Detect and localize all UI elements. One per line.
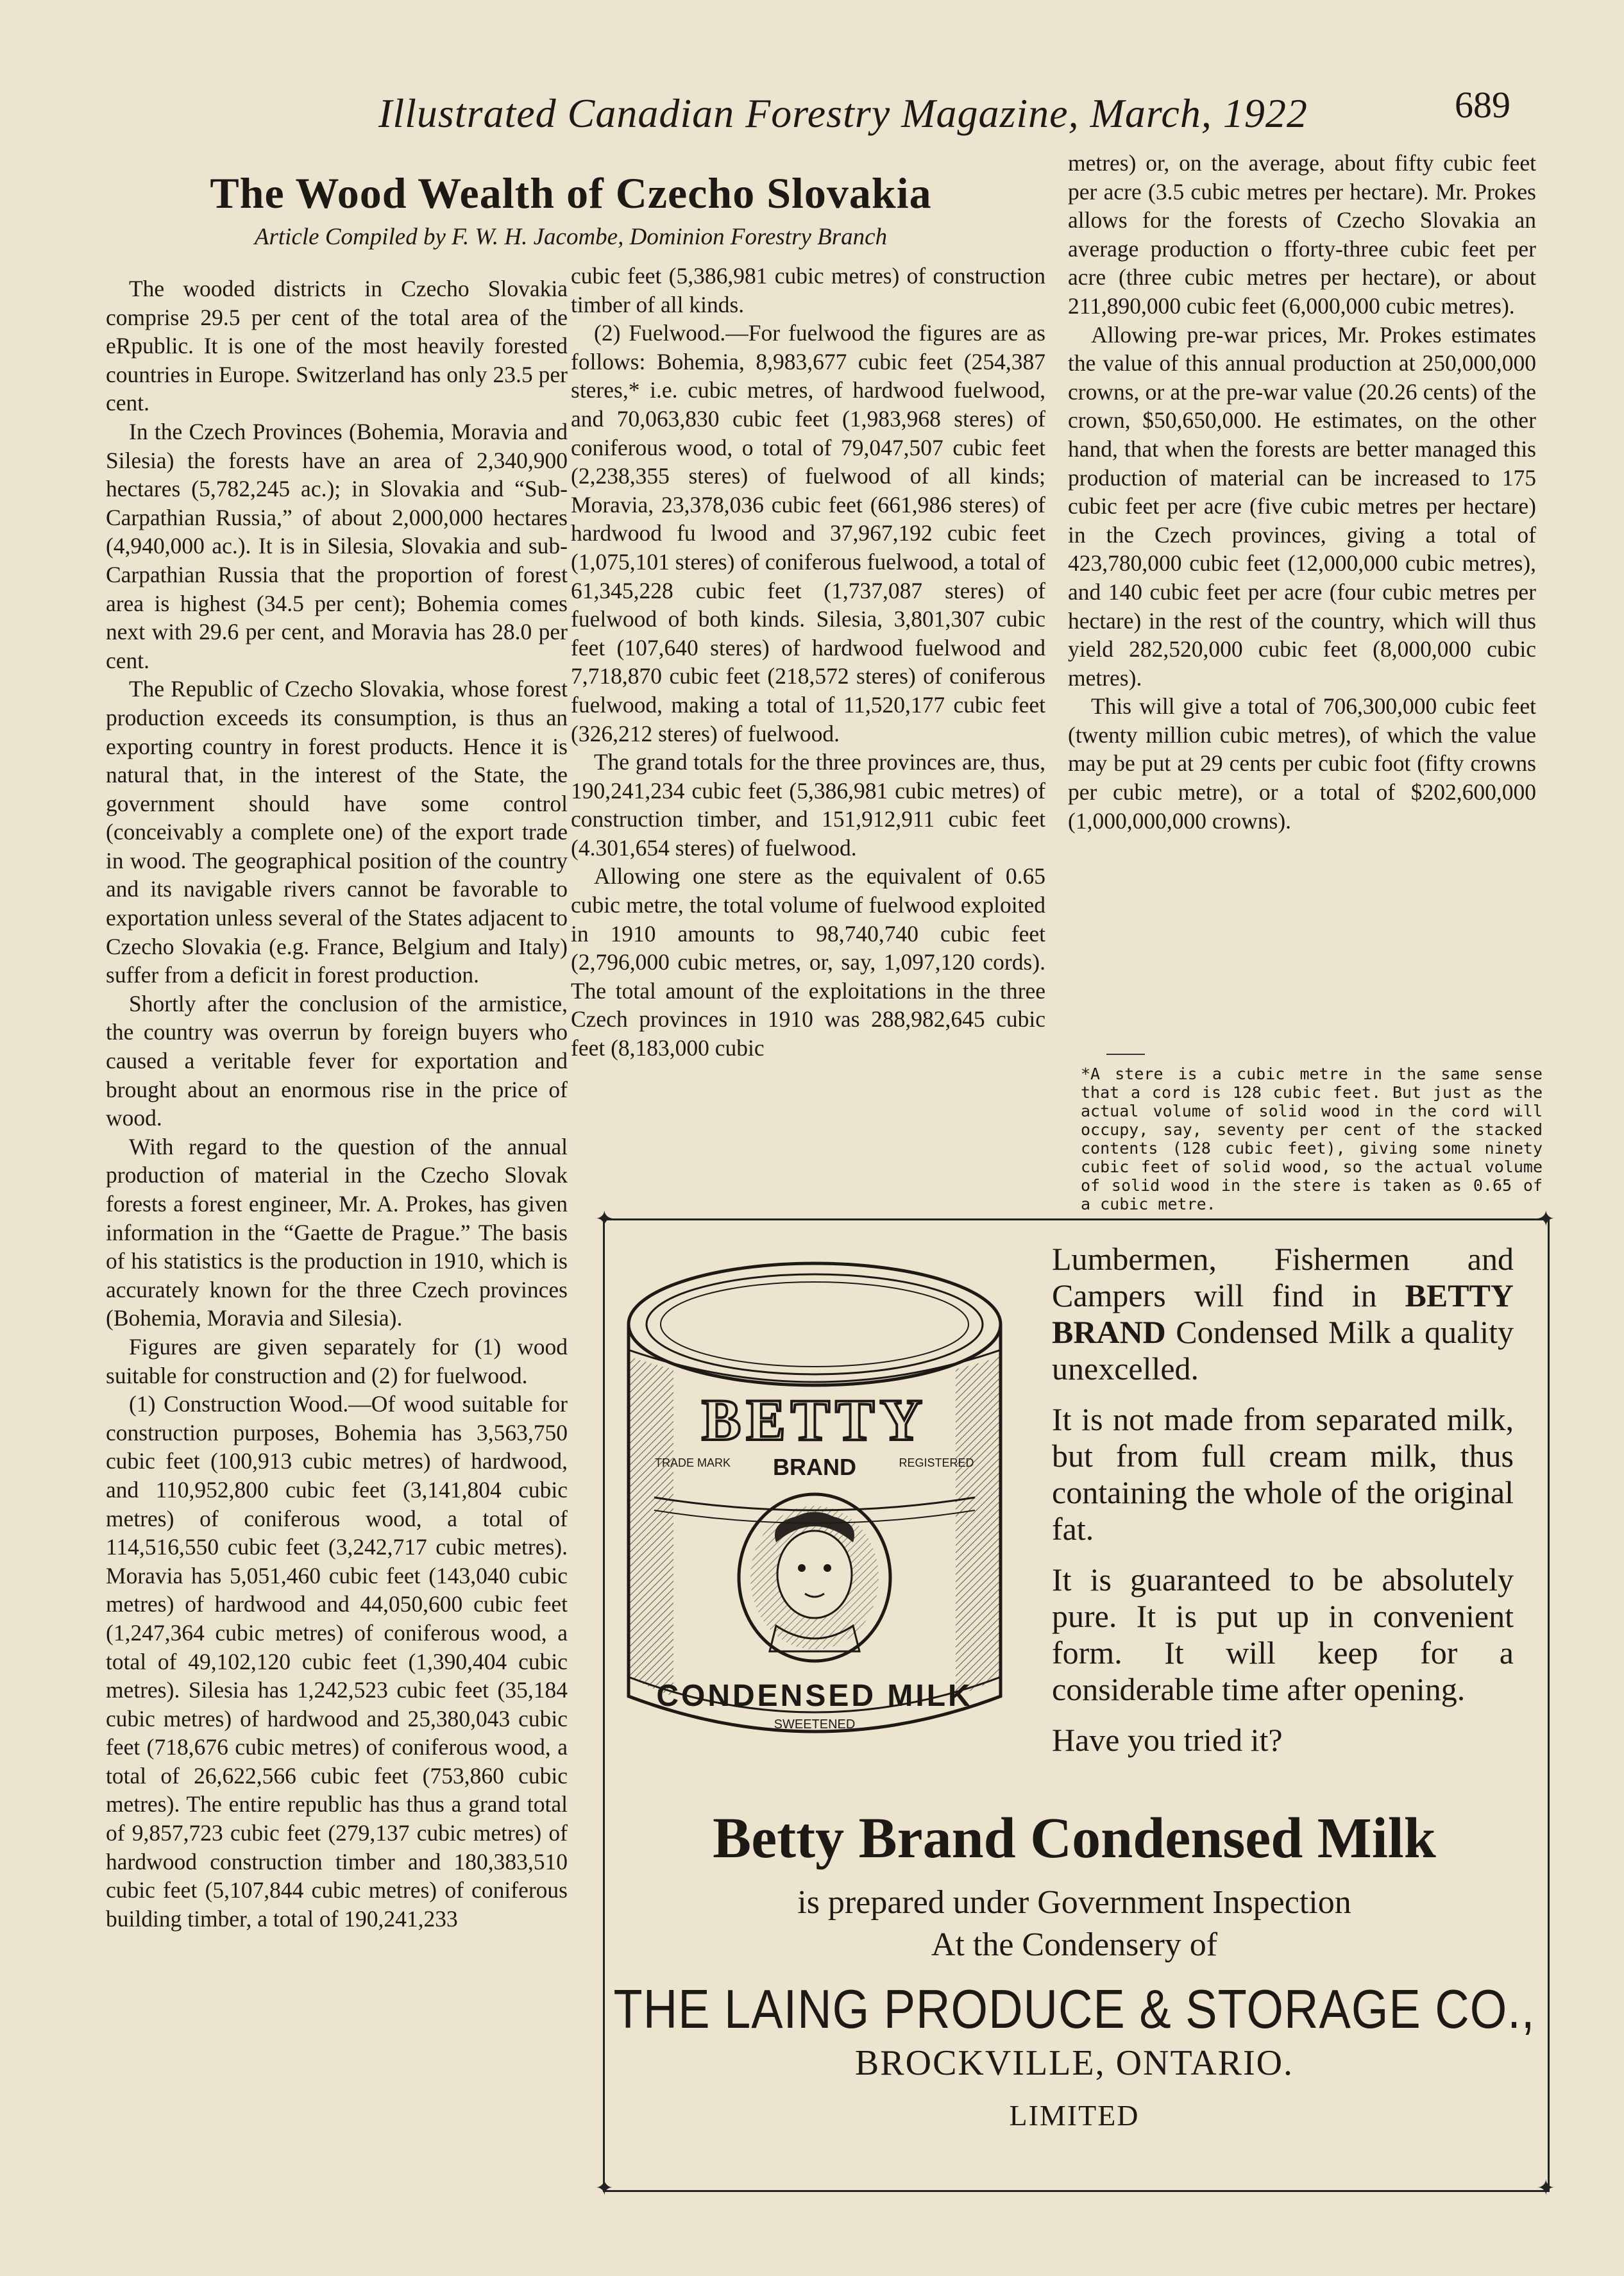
paragraph: Figures are given separately for (1) wood suitable for construction and (2) for fuelwood.	[106, 1333, 568, 1388]
paragraph: Allowing pre-war prices, Mr. Prokes estimates the value of this annual production at 250,000,000 crowns, or at the pre-war value (20.26 cents) of the crown, $50,650,000. He estimates, on the other hand, that when the forests are better managed this production of material can be increased to 175 cubic feet per acre (five cubic metres per hectare) in the Czech provinces, giving a total of 423,780,000 cubic feet (12,000,000 cubic metres), and 140 cubic feet per acre (four cubic metres per hectare) in the rest of the country, which will thus yield 282,520,000 cubic feet (8,000,000 cubic metres).	[1068, 321, 1536, 691]
can-registered-text: REGISTERED	[899, 1456, 974, 1469]
ad-company-limited: LIMITED	[1009, 2099, 1140, 2132]
corner-star-icon: ✦	[595, 1208, 614, 1231]
ad-headline: Betty Brand Condensed Milk	[713, 1807, 1436, 1870]
paragraph: In the Czech Provinces (Bohemia, Moravia and Silesia) the forests have an area of 2,340,900 hectares (5,782,245 ac.); in Slovakia and “Sub-Carpathian Russia,” of about 2,000,000 hectares (4,940,000 ac.). It is in Silesia, Slovakia and sub-Carpathian Russia that the proportion of forest area is highest (34.5 per cent); Bohemia comes next with 29.6 per cent, and Moravia has 28.0 per cent.	[106, 418, 568, 673]
footnote: *A stere is a cubic metre in the same sense that a cord is 128 cubic feet. But just as the actual volume of solid wood in the cord will occupy, say, seventy per cent of the stacked contents (128 cubic feet), giving some ninety cubic feet of solid wood, so the actual volume of solid wood in the stere is taken as 0.65 of a cubic metre.	[1081, 1065, 1543, 1213]
corner-star-icon: ✦	[1537, 2177, 1555, 2200]
ad-paragraph: It is not made from separated milk, but from full cream milk, thus containing the whole of the original fat.	[1052, 1401, 1514, 1547]
can-product-text: CONDENSED MILK	[656, 1679, 973, 1713]
can-sweetened-text: SWEETENED	[774, 1717, 856, 1732]
article-column-1	[106, 274, 568, 1933]
ad-paragraph: Have you tried it?	[1052, 1722, 1283, 1758]
can-brand-text: BETTY	[702, 1387, 927, 1453]
paragraph: Shortly after the conclusion of the armistice, the country was overrun by foreign buyers who caused a veritable fever for exportation and brought about an enormous rise in the price of wood.	[106, 990, 568, 1131]
can-brand-word-text: BRAND	[773, 1454, 856, 1480]
ad-text-fragment: Lumbermen, Fishermen and Campers will find in	[1052, 1241, 1514, 1313]
ad-company-city: BROCKVILLE, ONTARIO.	[854, 2043, 1294, 2083]
advertisement-copy	[1052, 1241, 1514, 1773]
paragraph: metres) or, on the average, about fifty cubic feet per acre (3.5 cubic metres per hectare). Mr. Prokes allows for the forests of Czecho Slovakia an average production o fforty-three cubic feet per acre (three cubic metres per hectare), or about 211,890,000 cubic feet (6,000,000 cubic metres).	[1068, 150, 1536, 319]
paragraph: The grand totals for the three provinces are, thus, 190,241,234 cubic feet (5,386,981 cubic metres) of construction timber, and 151,912,911 cubic feet (4.301,654 steres) of fuelwood.	[571, 749, 1045, 861]
ad-subline: At the Condensery of	[931, 1926, 1218, 1963]
paragraph: (1) Construction Wood.—Of wood suitable for construction purposes, Bohemia has 3,563,750 cubic feet (100,913 cubic metres) of hardwood, and 110,952,800 cubic feet (3,141,804 cubic metres) of coniferous wood, a total of 114,516,550 cubic feet (3,242,717 cubic metres). Moravia has 5,051,460 cubic feet (143,040 cubic metres) of hardwood and 44,050,600 cubic feet (1,247,364 cubic metres) of coniferous wood, a total of 49,102,120 cubic feet (1,390,404 cubic metres). Silesia has 1,242,523 cubic feet (35,184 cubic metres) of hardwood and 25,380,043 cubic feet (718,676 cubic metres) of coniferous wood, a total of 26,622,566 cubic feet (753,860 cubic metres). The entire republic has thus a grand total of 9,857,723 cubic feet (279,137 cubic metres) of hardwood construction timber and 180,383,510 cubic feet (5,107,844 cubic metres) of coniferous building timber, a total of 190,241,233	[106, 1391, 568, 1932]
article-byline: Article Compiled by F. W. H. Jacombe, Dominion Forestry Branch	[254, 224, 888, 250]
article-title: The Wood Wealth of Czecho Slovakia	[210, 169, 932, 217]
ad-company-name: THE LAING PRODUCE & STORAGE CO.,	[613, 1978, 1535, 2040]
paragraph: (2) Fuelwood.—For fuelwood the figures are as follows: Bohemia, 8,983,677 cubic feet (254,387 steres,* i.e. cubic metres, of hardwood fuelwood, and 70,063,830 cubic feet (1,983,968 steres) of coniferous wood, o total of 79,047,507 cubic feet (2,238,355 steres) of fuelwood of all kinds; Moravia, 23,378,036 cubic feet (661,986 steres) of hardwood fu lwood and 37,967,192 cubic feet (1,075,101 steres) of coniferous fuelwood, a total of 61,345,228 cubic feet (1,737,087 steres) of fuelwood of both kinds. Silesia, 3,801,307 cubic feet (107,640 steres) of hardwood fuelwood and 7,718,870 cubic feet (218,572 steres) of coniferous fuelwood, making a total of 11,520,177 cubic feet (326,212 steres) of fuelwood.	[571, 320, 1045, 746]
corner-star-icon: ✦	[1537, 1208, 1555, 1231]
paragraph: With regard to the question of the annual production of material in the Czecho Slovak forests a forest engineer, Mr. A. Prokes, has given information in the “Gaette de Prague.” The basis of his statistics is the production in 1910, which is accurately known for the three Czech provinces (Bohemia, Moravia and Silesia).	[106, 1133, 568, 1331]
article-column-3	[1068, 149, 1536, 835]
corner-star-icon: ✦	[595, 2177, 614, 2200]
ad-brand-bold: BETTY BRAND	[1052, 1277, 1514, 1350]
paragraph: cubic feet (5,386,981 cubic metres) of construction timber of all kinds.	[571, 263, 1045, 317]
paragraph: The Republic of Czecho Slovakia, whose forest production exceeds its consumption, is thus an exporting country in forest products. Hence it is natural that, in the interest of the State, the government should have some control (conceivably a complete one) of the export trade in wood. The geographical position of the country and its navigable rivers cannot be favorable to exportation unless several of the States adjacent to Czecho Slovakia (e.g. France, Belgium and Italy) suffer from a deficit in forest production.	[106, 676, 568, 988]
running-head: Illustrated Canadian Forestry Magazine, March, 1922	[378, 90, 1308, 136]
footnote-rule	[1106, 1054, 1145, 1055]
milk-can-illustration	[616, 1254, 1013, 1773]
page-number: 689	[1455, 84, 1510, 126]
ad-text-fragment: Condensed Milk a quality unexcelled.	[1052, 1314, 1514, 1387]
ad-paragraph: It is guaranteed to be absolutely pure. It is put up in convenient form. It will keep for a considerable time after opening.	[1052, 1562, 1514, 1707]
paragraph: Allowing one stere as the equivalent of 0.65 cubic metre, the total volume of fuelwood exploited in 1910 amounts to 98,740,740 cubic feet (2,796,000 cubic metres, or, say, 1,097,120 cords). The total amount of the exploitations in the three Czech provinces in 1910 was 288,982,645 cubic feet (8,183,000 cubic	[571, 863, 1045, 1061]
ad-paragraph	[1052, 1241, 1514, 1387]
ad-subline: is prepared under Government Inspection	[797, 1884, 1351, 1921]
paragraph: The wooded districts in Czecho Slovakia comprise 29.5 per cent of the total area of the eRpublic. It is one of the most heavily forested countries in Europe. Switzerland has only 23.5 per cent.	[106, 276, 568, 416]
can-trademark-text: TRADE MARK	[654, 1456, 731, 1469]
paragraph: This will give a total of 706,300,000 cubic feet (twenty million cubic metres), of which the value may be put at 29 cents per cubic foot (fifty crowns per cubic metre), or a total of $202,600,000 (1,000,000,000 crowns).	[1068, 693, 1536, 834]
article-column-2	[571, 262, 1045, 1063]
